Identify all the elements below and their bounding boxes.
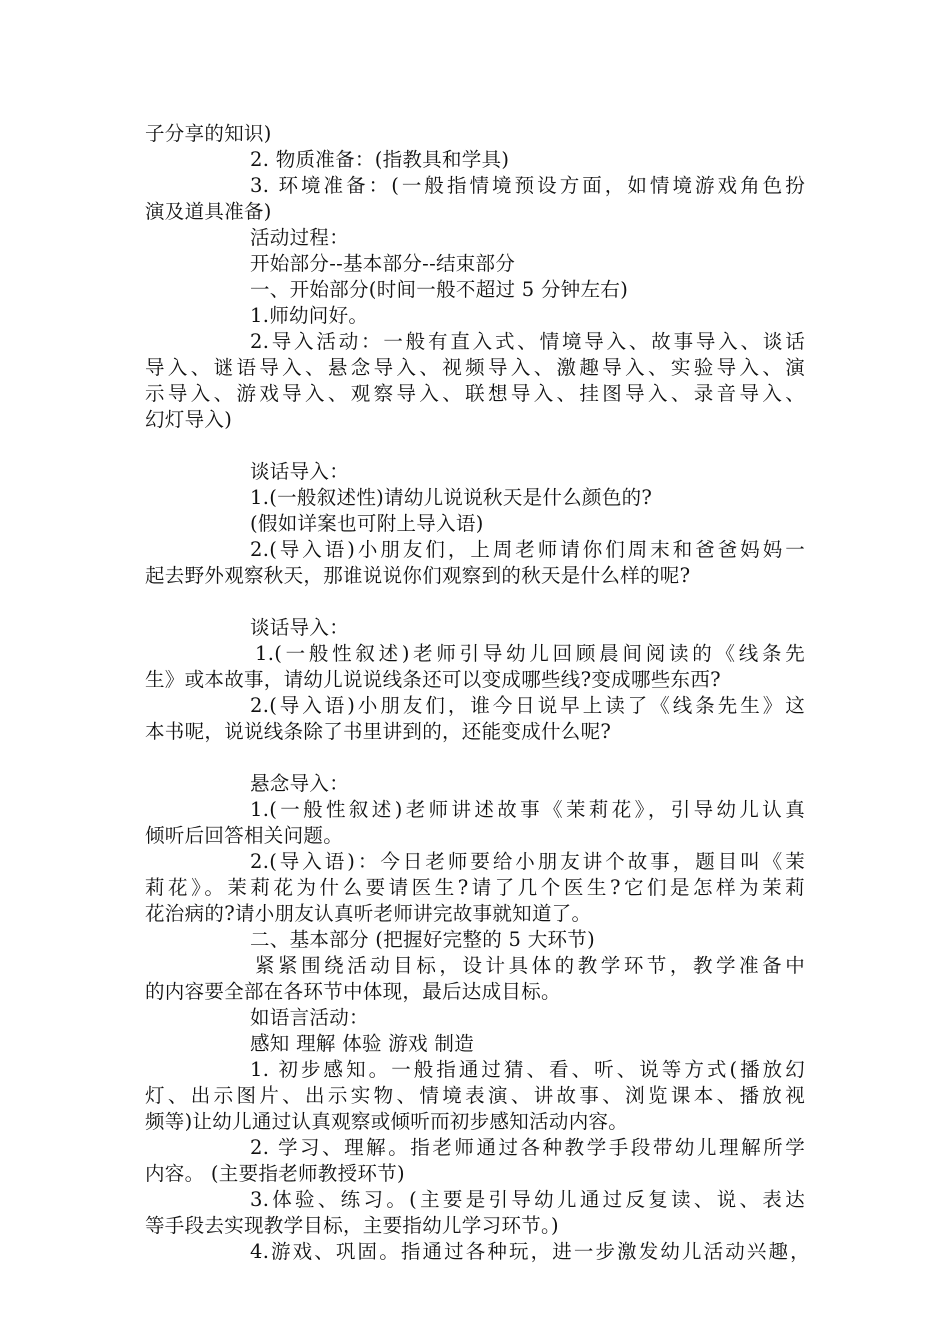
text-line: 2. 学习、理解。指老师通过各种教学手段带幼儿理解所学: [250, 1136, 805, 1159]
text-line: 2.导入活动：一般有直入式、情境导入、故事导入、谈话: [250, 330, 805, 353]
text-line: 子分享的知识): [145, 122, 272, 145]
text-line: 灯、出示图片、出示实物、情境表演、讲故事、浏览课本、播放视: [145, 1084, 805, 1107]
text-line: 3. 环境准备：(一般指情境预设方面，如情境游戏角色扮: [250, 174, 805, 197]
text-line: 演及道具准备): [145, 200, 272, 223]
text-line: 谈话导入：: [250, 460, 350, 483]
text-line: 的内容要全部在各环节中体现，最后达成目标。: [145, 980, 561, 1003]
text-line: 开始部分--基本部分--结束部分: [250, 252, 516, 275]
text-line: 如语言活动：: [250, 1006, 369, 1029]
text-line: 1.(一般叙述性)请幼儿说说秋天是什么颜色的?: [250, 486, 653, 509]
text-line: 2. 物质准备：(指教具和学具): [250, 148, 510, 171]
text-line: 2.(导入语)：今日老师要给小朋友讲个故事，题目叫《茉: [250, 850, 805, 873]
text-line: 导入、谜语导入、悬念导入、视频导入、激趣导入、实验导入、演: [145, 356, 805, 379]
text-line: 悬念导入：: [250, 772, 350, 795]
text-line: 频等)让幼儿通过认真观察或倾听而初步感知活动内容。: [145, 1110, 629, 1133]
text-line: (假如详案也可附上导入语): [250, 512, 484, 535]
text-line: 2.(导入语)小朋友们，谁今日说早上读了《线条先生》这: [250, 694, 805, 717]
text-line: 等手段去实现教学目标，主要指幼儿学习环节。): [145, 1214, 559, 1237]
text-line: 1. 初步感知。一般指通过猜、看、听、说等方式(播放幻: [250, 1058, 805, 1081]
text-line: 2.(导入语)小朋友们，上周老师请你们周末和爸爸妈妈一: [250, 538, 805, 561]
text-line: 1.师幼问好。: [250, 304, 369, 327]
text-line: 3.体验、练习。(主要是引导幼儿通过反复读、说、表达: [250, 1188, 805, 1211]
text-line: 4.游戏、巩固。指通过各种玩，进一步激发幼儿活动兴趣，: [250, 1240, 810, 1263]
text-line: 1.(一般性叙述)老师讲述故事《茉莉花》，引导幼儿认真: [250, 798, 805, 821]
text-line: 示导入、游戏导入、观察导入、联想导入、挂图导入、录音导入、: [145, 382, 805, 405]
text-line: 本书呢，说说线条除了书里讲到的，还能变成什么呢?: [145, 720, 612, 743]
text-line: 1.(一般性叙述)老师引导幼儿回顾晨间阅读的《线条先: [255, 642, 805, 665]
text-line: 一、开始部分(时间一般不超过 5 分钟左右): [250, 278, 629, 301]
text-line: 倾听后回答相关问题。: [145, 824, 344, 847]
text-line: 活动过程：: [250, 226, 350, 249]
text-line: 内容。 (主要指老师教授环节): [145, 1162, 405, 1185]
text-line: 幻灯导入): [145, 408, 233, 431]
text-line: 生》或本故事，请幼儿说说线条还可以变成哪些线?变成哪些东西?: [145, 668, 721, 691]
text-line: 起去野外观察秋天，那谁说说你们观察到的秋天是什么样的呢?: [145, 564, 691, 587]
text-line: 花治病的?请小朋友认真听老师讲完故事就知道了。: [145, 902, 592, 925]
text-line: 二、基本部分 (把握好完整的 5 大环节): [250, 928, 596, 951]
text-line: 莉花》。茉莉花为什么要请医生?请了几个医生?它们是怎样为茉莉: [145, 876, 805, 899]
text-line: 紧紧围绕活动目标，设计具体的教学环节，教学准备中: [255, 954, 805, 977]
text-line: 感知 理解 体验 游戏 制造: [250, 1032, 474, 1055]
text-line: 谈话导入：: [250, 616, 350, 639]
